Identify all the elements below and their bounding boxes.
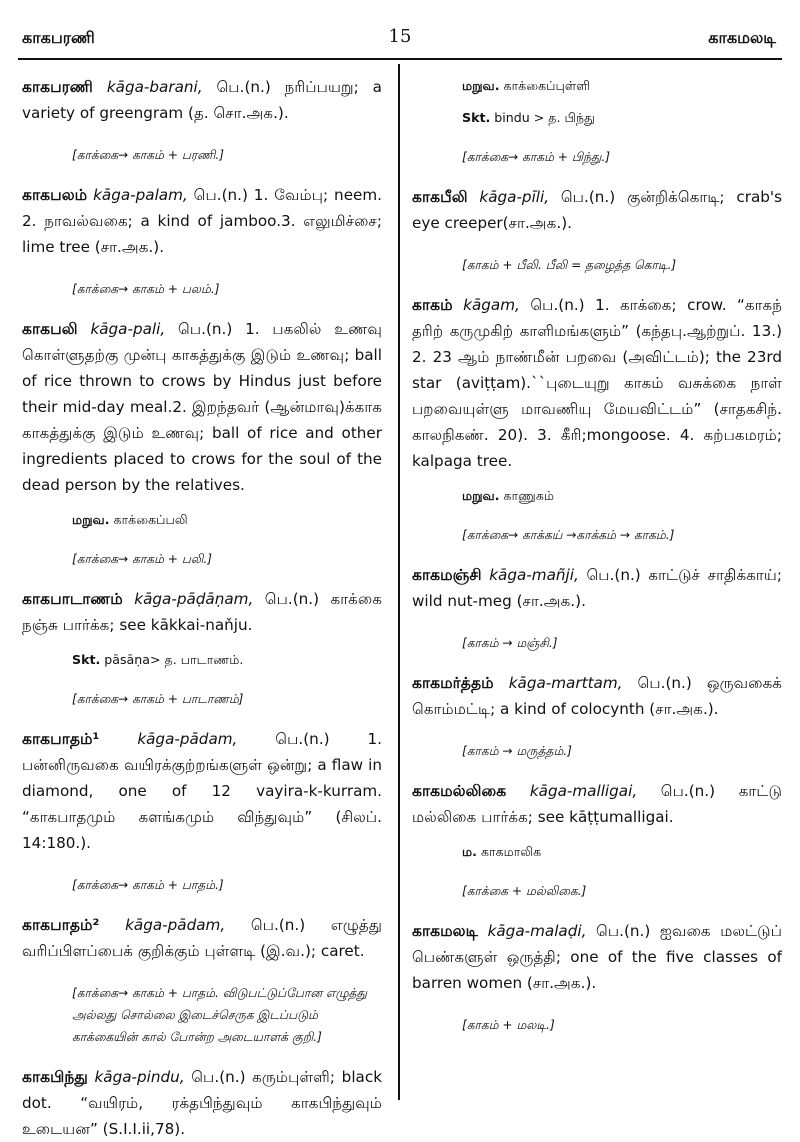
entry-etymology: [காக்கை→ காகம் + பிந்து.]	[462, 150, 610, 164]
entry-etymology: [காக்கை→ காகம் + பாதம்.]	[72, 878, 224, 892]
note-label: மறுவ.	[462, 78, 500, 93]
entry-headword: காகபாதம்¹	[22, 730, 100, 748]
entry-variant-note	[462, 486, 782, 506]
note-text: pāsāṇa> த. பாடாணம்.	[104, 652, 244, 667]
right-column	[412, 68, 782, 1052]
entry-headword: காகம்	[412, 296, 453, 314]
dictionary-entry	[412, 778, 782, 902]
note-text: காகமாலிக	[480, 844, 542, 859]
dictionary-entry	[22, 74, 382, 166]
entry-etymology: [காகம் → மருத்தம்.]	[462, 744, 572, 758]
dictionary-entry	[22, 182, 382, 300]
note-text: bindu > த. பிந்து	[494, 110, 595, 125]
entry-variant-note	[72, 510, 382, 530]
entry-transliteration: kāga-pindu,	[94, 1068, 185, 1086]
entry-transliteration: kāga-pali,	[90, 320, 166, 338]
dictionary-entry	[412, 184, 782, 276]
entry-headword: காகபரணி	[22, 78, 93, 96]
entry-etymology: [காகம் + மலடி.]	[462, 1018, 555, 1032]
entry-variant-note	[462, 76, 782, 96]
dictionary-entry	[22, 586, 382, 710]
entry-definition: பெ.(n.) 1. காக்கை; crow. “காகந் தரிற் கருமுகிற் காளிமங்களும்” (கந்தபு.ஆற்றுப். 13.) 2. 23 ஆம் நாண்மீன் பறவை (அவிட்டம்); the 23rd star (aviṭṭam).``புடையுறு காகம் வசுக்கை நாள் பறவையுள்ளு மாவணியு மேயவிட்டம்” (சாதகசிந். காலநிகண். 20). 3. கீரி;mongoose. 4. கற்பகமரம்; kalpaga tree.	[412, 296, 782, 470]
entry-transliteration: kāga-malligai,	[529, 782, 638, 800]
entry-definition: பெ.(n.) ஒருவகைக் கொம்மட்டி; a kind of colocynth (சா.அக.).	[412, 674, 782, 718]
column-divider	[398, 64, 400, 1100]
left-column	[22, 68, 382, 1142]
entry-headword: காகபீலி	[412, 188, 468, 206]
entry-transliteration: kāga-pādam,	[125, 916, 226, 934]
entry-etymology: [காக்கை→ காகம் + பலி.]	[72, 552, 212, 566]
entry-definition: பெ.(n.) காட்டு மல்லிகை பார்க்க; see kāṭṭumalligai.	[412, 782, 783, 826]
entry-origin-note	[72, 650, 382, 670]
entry-transliteration: kāga-pādam,	[137, 730, 238, 748]
entry-transliteration: kāga-mañji,	[489, 566, 579, 584]
continued-entry	[412, 76, 782, 168]
dictionary-entry	[412, 670, 782, 762]
dictionary-entry	[412, 562, 782, 654]
note-label: மறுவ.	[72, 512, 110, 527]
entry-definition: பெ.(n.) காட்டுச் சாதிக்காய்; wild nut-meg (சா.அக.).	[412, 566, 783, 610]
entry-definition: பெ.(n.) காக்கை நஞ்சு பார்க்க; see kākkai-naňju.	[22, 590, 382, 634]
entry-origin-note	[462, 108, 782, 128]
page-number: 15	[388, 26, 412, 47]
entry-headword: காகமல்லிகை	[412, 782, 507, 800]
entry-headword: காகமலடி	[412, 922, 478, 940]
entry-headword: காகபலம்	[22, 186, 88, 204]
note-label: மறுவ.	[462, 488, 500, 503]
entry-headword: காகபலி	[22, 320, 78, 338]
entry-transliteration: kāga-malaḍi,	[487, 922, 587, 940]
dictionary-entry	[22, 726, 382, 896]
entry-definition: பெ.(n.) 1. வேம்பு; neem. 2. நாவல்வகை; a kind of jamboo.3. எலுமிச்சை; lime tree (சா.அக.).	[22, 186, 382, 256]
entry-headword: காகபாதம்²	[22, 916, 100, 934]
entry-transliteration: kāga-pāḍāṇam,	[134, 590, 254, 608]
entry-etymology: [காக்கை + மல்லிகை.]	[462, 884, 587, 898]
entry-transliteration: kāga-palam,	[93, 186, 188, 204]
dictionary-entry	[412, 292, 782, 546]
entry-etymology: [காக்கை→ காகம் + பலம்.]	[72, 282, 220, 296]
entry-definition: பெ.(n.) எழுத்து வரிப்பிளப்பைக் குறிக்கும் புள்ளடி (இ.வ.); caret.	[22, 916, 382, 960]
dictionary-entry	[22, 316, 382, 570]
entry-etymology: [காக்கை→ காகம் + பாதம். விடுபட்டுப்போன எழுத்து அல்லது சொல்லை இடைச்செருக இடப்படும் காக்கையின் கால் போன்ற அடையாளக் குறி.]	[72, 986, 368, 1044]
header-right-guideword: காகமலடி	[708, 28, 776, 47]
note-text: காக்கைப்புள்ளி	[503, 78, 591, 93]
entry-etymology: [காக்கை→ காகம் + பாடாணம்]	[72, 692, 244, 706]
note-text: காணுகம்	[503, 488, 555, 503]
entry-transliteration: kāga-barani,	[106, 78, 203, 96]
entry-transliteration: kāgam,	[463, 296, 520, 314]
entry-definition: பெ.(n.) 1. பகலில் உணவு கொள்ளுதற்கு முன்பு காகத்துக்கு இடும் உணவு; ball of rice thrown to crows by Hindus just before their mid-day meal.2. இறந்தவர் (ஆன்மாவு)க்காக காகத்துக்கு இடும் உணவு; ball of rice and other ingredients placed to crows for the soul of the dead person by the relatives.	[22, 320, 382, 494]
dictionary-entry	[412, 918, 782, 1036]
entry-headword: காகபிந்து	[22, 1068, 88, 1086]
entry-etymology: [காக்கை→ காகம் + பரணி.]	[72, 148, 224, 162]
entry-definition: பெ.(n.) ஐவகை மலட்டுப் பெண்களுள் ஒருத்தி; one of the five classes of barren women (சா.அக.).	[412, 922, 782, 992]
page-header	[0, 22, 800, 62]
entry-headword: காகபாடாணம்	[22, 590, 123, 608]
note-label: Skt.	[72, 652, 101, 667]
header-rule	[18, 58, 782, 60]
note-label: ம.	[462, 844, 477, 859]
note-text: காக்கைப்பலி	[113, 512, 188, 527]
entry-definition: பெ.(n.) 1. பன்னிருவகை வயிரக்குற்றங்களுள் ஒன்று; a flaw in diamond, one of 12 vayira-k-kurram. “காகபாதமும் களங்கமும் விந்துவும்” (சிலப். 14:180.).	[22, 730, 382, 852]
entry-etymology: [காகம் + பீலி. பீலி = தழைத்த கொடி.]	[462, 258, 677, 272]
entry-transliteration: kāga-marttam,	[508, 674, 623, 692]
entry-headword: காகமஞ்சி	[412, 566, 482, 584]
entry-definition: பெ.(n.) நரிப்பயறு; a variety of greengram (த. சொ.அக.).	[22, 78, 382, 122]
entry-headword: காகமர்த்தம்	[412, 674, 494, 692]
entry-definition: பெ.(n.) குன்றிக்கொடி; crab's eye creeper(சா.அக.).	[412, 188, 782, 232]
header-left-guideword: காகபரணி	[22, 28, 95, 47]
entry-definition: பெ.(n.) கரும்புள்ளி; black dot. “வயிரம், ரக்தபிந்துவும் காகபிந்துவும் உடையன” (S.I.I.ii,78).	[22, 1068, 382, 1138]
entry-etymology: [காக்கை→ காக்கய் →காக்கம் → காகம்.]	[462, 528, 675, 542]
dictionary-entry	[22, 1064, 382, 1142]
note-label: Skt.	[462, 110, 491, 125]
entry-transliteration: kāga-pīli,	[479, 188, 550, 206]
entry-cognate-note	[462, 842, 782, 862]
dictionary-entry	[22, 912, 382, 1048]
entry-etymology: [காகம் → மஞ்சி.]	[462, 636, 558, 650]
